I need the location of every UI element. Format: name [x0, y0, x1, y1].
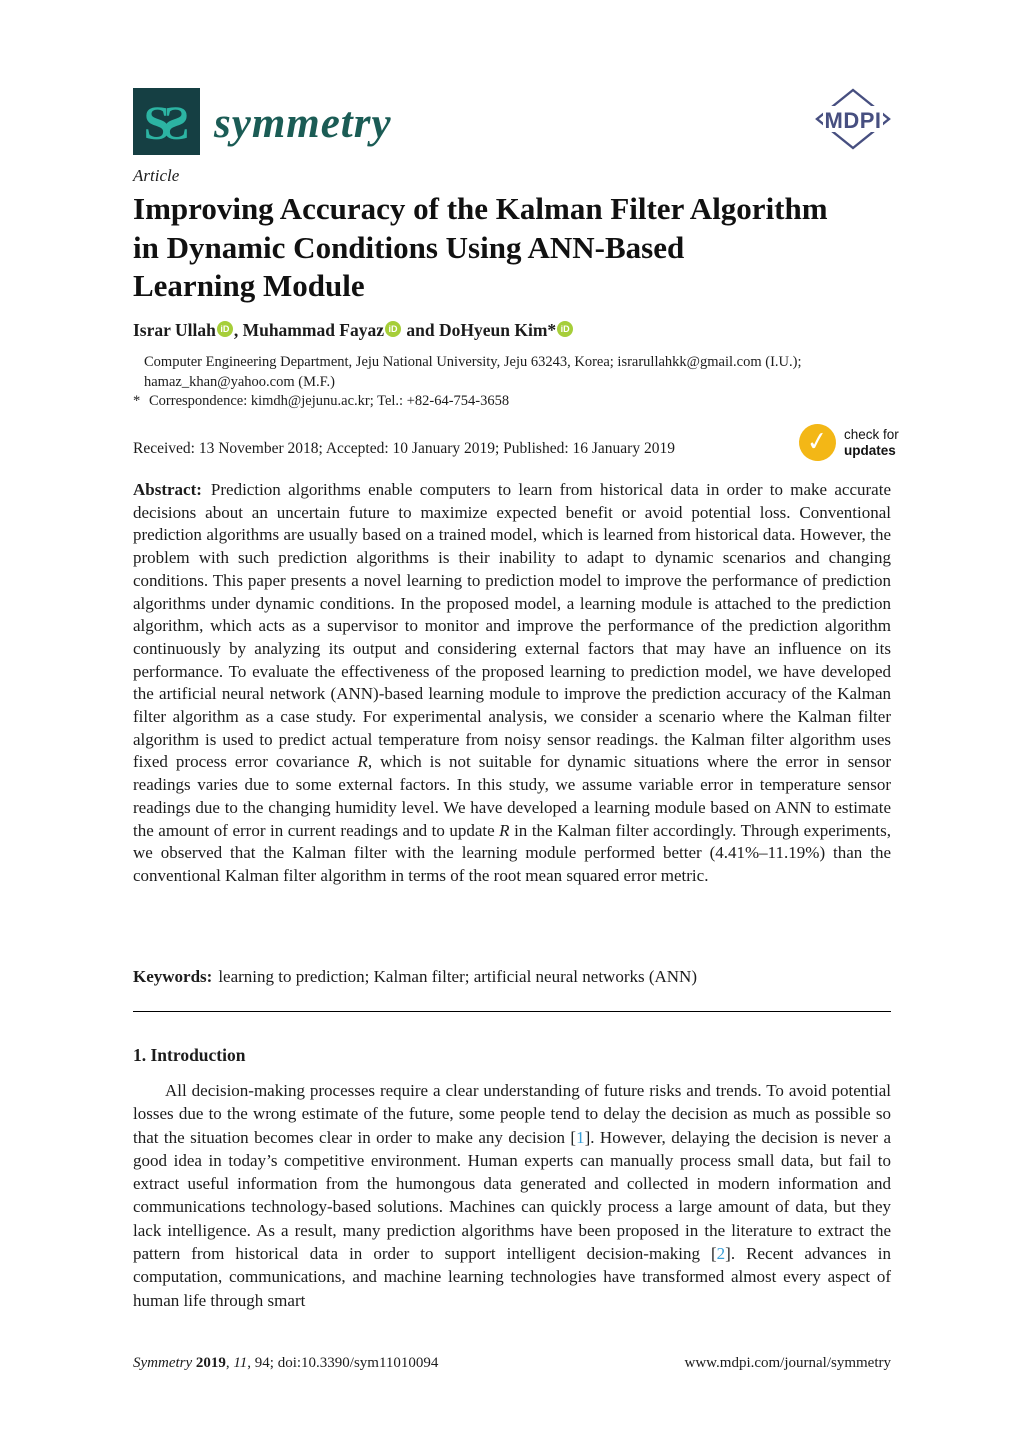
- page-footer: [133, 1355, 891, 1372]
- citation-ref-1[interactable]: 1: [576, 1127, 585, 1147]
- intro-text: All decision-making processes require a clear understanding of future risks and trends. To avoid potential losses due to the wrong estimate of the future, some people tend to delay the decision as much as possible so that the situation becomes clear in order to make any decision [: [133, 1081, 891, 1147]
- author-separator: ,: [233, 320, 243, 340]
- mdpi-logo-text: MDPI: [824, 108, 882, 133]
- page-title: [133, 190, 898, 306]
- correspondence-text: Correspondence: kimdh@jejunu.ac.kr; Tel.: +82-64-754-3658: [149, 393, 510, 409]
- symmetry-logo: [133, 88, 392, 160]
- journal-wordmark: symmetry: [214, 100, 392, 147]
- orcid-icon[interactable]: iD: [557, 321, 573, 337]
- badge-line-2: updates: [844, 442, 896, 458]
- footer-doi: , 94; doi:10.3390/sym11010094: [247, 1355, 439, 1371]
- title-line-1: Improving Accuracy of the Kalman Filter Algorithm: [133, 191, 828, 226]
- symmetry-logo-icon: [133, 88, 200, 160]
- check-for-updates-badge[interactable]: [799, 424, 899, 461]
- math-variable-R: R: [357, 752, 368, 772]
- mdpi-logo: [815, 88, 891, 155]
- citation-ref-2[interactable]: 2: [716, 1244, 726, 1264]
- footer-volume: 11: [233, 1355, 248, 1371]
- affiliation-line-2: hamaz_khan@yahoo.com (M.F.): [144, 373, 335, 390]
- author-name-2: Muhammad Fayaz: [242, 320, 385, 340]
- abstract-label: Abstract:: [133, 480, 202, 499]
- check-for-updates-label: [844, 427, 899, 458]
- keywords-text: learning to prediction; Kalman filter; artificial neural networks (ANN): [218, 967, 697, 986]
- masthead: [133, 88, 891, 160]
- correspondence-marker: *: [133, 393, 141, 409]
- author-list: [133, 320, 893, 341]
- correspondence-line: [133, 392, 898, 412]
- math-variable-R: R: [499, 820, 510, 840]
- keywords-label: Keywords:: [133, 967, 213, 986]
- footer-citation: [133, 1355, 438, 1372]
- orcid-icon[interactable]: iD: [217, 321, 233, 337]
- abstract-text: , which is not suitable for dynamic situations where the error in sensor readings varies due to some external factors. In this study, we assume variable error in temperature sensor readings due to the changing humidity level. We have developed a learning module based on ANN to estimate the amount of error in current readings and to update: [133, 752, 892, 840]
- footer-journal-name: Symmetry: [133, 1355, 193, 1371]
- affiliation-block: [133, 353, 898, 412]
- affiliation-line-1: Computer Engineering Department, Jeju National University, Jeju 63243, Korea; israrullahkk@gmail.com (I.U.);: [144, 354, 802, 370]
- abstract-text: Prediction algorithms enable computers to learn from historical data in order to make accurate decisions about an uncertain future to maximize expected benefit or avoid potential loss. Conventional prediction algorithms are usually based on a trained model, which is learned from historical data. However, the problem with such prediction algorithms is their inability to adapt to dynamic scenarios and changing conditions. This paper presents a novel learning to prediction model to improve the performance of prediction algorithms under dynamic conditions. In the proposed model, a learning module is attached to the prediction algorithm, which acts as a supervisor to monitor and improve the performance of the prediction algorithm continuously by analyzing its output and considering external factors that may have an influence on its performance. To evaluate the effectiveness of the proposed learning to prediction model, we have developed the artificial neural network (ANN)-based learning module to improve the prediction accuracy of the Kalman filter algorithm as a case study. For experimental analysis, we consider a scenario where the Kalman filter algorithm is used to predict actual temperature from noisy sensor readings. the Kalman filter algorithm uses fixed process error covariance: [133, 480, 891, 772]
- orcid-icon[interactable]: iD: [385, 321, 401, 337]
- article-type-label: Article: [133, 166, 180, 185]
- svg-text:S: S: [162, 97, 190, 150]
- intro-text: ]. However, delaying the decision is never a good idea in today’s competitive environment. Human experts can manually process small data, but fail to extract useful information from the humongous data generated and collected in modern information and communications technology-based solutions. Machines can quickly process a large amount of data, but they lack intelligence. As a result, many prediction algorithms have been proposed in the literature to extract the pattern from historical data in order to support intelligent decision-making [: [133, 1127, 891, 1264]
- abstract-text: in the Kalman filter accordingly. Through experiments, we observed that the Kalman filter with the learning module performed better (4.41%–11.19%) than the conventional Kalman filter algorithm in terms of the root mean squared error metric.: [133, 820, 891, 885]
- keywords-line: [133, 966, 891, 989]
- title-line-2: in Dynamic Conditions Using ANN-Based: [133, 229, 685, 265]
- footer-separator: ,: [225, 1355, 234, 1371]
- author-name-1: Israr Ullah: [133, 320, 216, 340]
- divider-rule: [133, 1011, 891, 1012]
- dates-line: Received: 13 November 2018; Accepted: 10 January 2019; Published: 16 January 2019: [133, 440, 675, 457]
- author-separator: and: [402, 320, 439, 340]
- abstract: [133, 479, 891, 888]
- author-name-3: DoHyeun Kim*: [438, 320, 557, 340]
- footer-journal-url[interactable]: www.mdpi.com/journal/symmetry: [684, 1355, 891, 1371]
- introduction-paragraph: [133, 1079, 891, 1312]
- badge-line-1: check for: [844, 427, 899, 442]
- footer-year: 2019: [192, 1355, 226, 1371]
- section-heading-introduction: 1. Introduction: [133, 1045, 246, 1065]
- intro-text: ]. Recent advances in computation, communications, and machine learning technologies have transformed almost every aspect of human life through smart: [133, 1244, 891, 1310]
- title-line-3: Learning Module: [133, 268, 365, 303]
- check-icon: ✓: [797, 422, 839, 464]
- svg-text:S: S: [143, 97, 171, 150]
